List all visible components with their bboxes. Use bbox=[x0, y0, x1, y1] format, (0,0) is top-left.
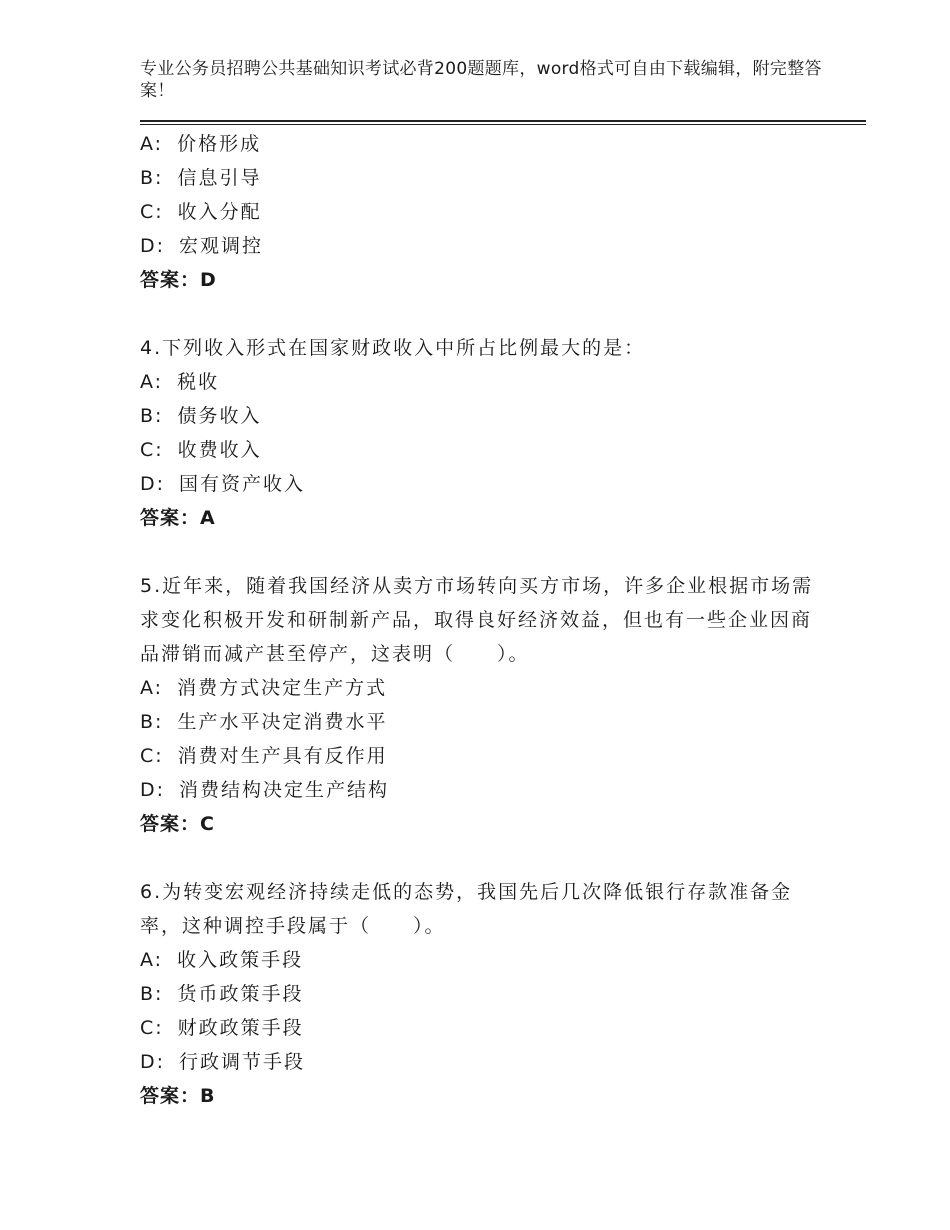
option-c: C: 财政政策手段 bbox=[140, 1017, 304, 1039]
option-d: D: 消费结构决定生产结构 bbox=[140, 779, 390, 801]
answer: 答案：A bbox=[140, 507, 216, 529]
question-text: 4.下列收入形式在国家财政收入中所占比例最大的是： bbox=[140, 337, 646, 359]
document-header: 专业公务员招聘公共基础知识考试必背200题题库，word格式可自由下载编辑，附完整答案！ bbox=[140, 59, 822, 101]
option-b: B: 生产水平决定消费水平 bbox=[140, 711, 388, 733]
document-body bbox=[140, 127, 820, 1113]
question-block-4 bbox=[140, 331, 820, 535]
option-d: D: 宏观调控 bbox=[140, 235, 264, 257]
option-c: C: 收入分配 bbox=[140, 201, 262, 223]
option-d: D: 行政调节手段 bbox=[140, 1051, 306, 1073]
option-b: B: 债务收入 bbox=[140, 405, 262, 427]
option-b: B: 货币政策手段 bbox=[140, 983, 304, 1005]
question-text: 5.近年来，随着我国经济从卖方市场转向买方市场，许多企业根据市场需求变化积极开发和研制新产品，取得良好经济效益，但也有一些企业因商品滞销而减产甚至停产，这表明（ ）。 bbox=[140, 575, 814, 665]
answer: 答案：D bbox=[140, 269, 217, 291]
question-block-6 bbox=[140, 875, 820, 1113]
option-c: C: 收费收入 bbox=[140, 439, 262, 461]
option-a: A: 税收 bbox=[140, 371, 220, 393]
question-block-5 bbox=[140, 569, 820, 841]
option-b: B: 信息引导 bbox=[140, 167, 262, 189]
option-c: C: 消费对生产具有反作用 bbox=[140, 745, 388, 767]
answer: 答案：C bbox=[140, 813, 215, 835]
option-a: A: 收入政策手段 bbox=[140, 949, 304, 971]
header-rule-thin bbox=[140, 124, 866, 125]
question-block-3 bbox=[140, 127, 820, 297]
option-a: A: 消费方式决定生产方式 bbox=[140, 677, 388, 699]
option-a: A: 价格形成 bbox=[140, 133, 262, 155]
option-d: D: 国有资产收入 bbox=[140, 473, 306, 495]
question-text: 6.为转变宏观经济持续走低的态势，我国先后几次降低银行存款准备金率，这种调控手段属于（ ）。 bbox=[140, 881, 793, 937]
header-rule bbox=[140, 120, 866, 122]
answer: 答案：B bbox=[140, 1085, 216, 1107]
